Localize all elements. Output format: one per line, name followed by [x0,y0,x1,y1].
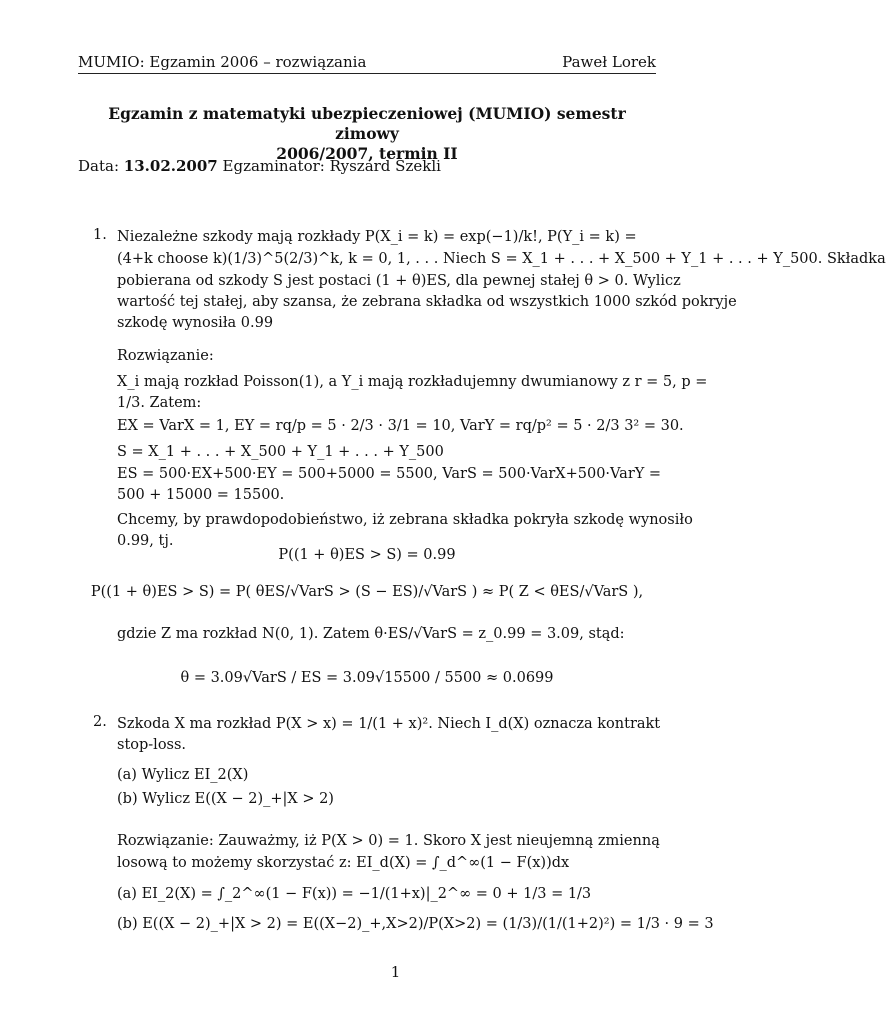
solution-2-line-1: Rozwiązanie: Zauważmy, iż P(X > 0) = 1. Skoro X jest nieujemną zmienną [117,833,660,849]
paper-title [78,104,656,164]
date-label: Data: [78,157,119,175]
solution-2-answer-b: (b) E((X − 2)_+|X > 2) = E((X−2)_+,X>2)/P(X>2) = (1/3)/(1/(1+2)²) = 1/3 · 9 = 3 [117,916,714,932]
problem-2-number: 2. [93,714,107,730]
problem-2-part-b: (b) Wylicz E((X − 2)_+|X > 2) [117,791,334,807]
problem-1-line-3: pobierana od szkody S jest postaci (1 + θ)ES, dla pewnej stałej θ > 0. Wylicz [117,273,681,289]
exam-date: 13.02.2007 [123,157,218,175]
solution-2-answer-a: (a) EI_2(X) = ∫_2^∞(1 − F(x)) = −1/(1+x)|_2^∞ = 0 + 1/3 = 1/3 [117,886,592,902]
problem-2-part-a: (a) Wylicz EI_2(X) [117,767,249,783]
solution-1-line-6: 500 + 15000 = 15500. [117,487,285,503]
problem-2-line-2: stop-loss. [117,737,187,753]
solution-1-line-2: 1/3. Zatem: [117,395,202,411]
header-left: MUMIO: Egzamin 2006 – rozwiązania [78,53,367,71]
examiner: Egzaminator: Ryszard Szekli [222,157,441,175]
running-header [78,53,656,73]
solution-1-line-3: EX = VarX = 1, EY = rq/p = 5 · 2/3 · 3/1 = 10, VarY = rq/p² = 5 · 2/3 3² = 30. [117,418,684,434]
problem-1-number: 1. [93,227,107,243]
header-right: Paweł Lorek [562,53,656,71]
title-line-1: Egzamin z matematyki ubezpieczeniowej (MUMIO) semestr zimowy [108,104,626,143]
solution-1-line-8: 0.99, tj. [117,533,174,549]
equation-1: P((1 + θ)ES > S) = 0.99 [278,547,456,563]
problem-1-line-1: Niezależne szkody mają rozkłady P(X_i = k) = exp(−1)/k!, P(Y_i = k) = [117,229,637,245]
header-rule [78,73,656,74]
solution-2-line-2: losową to możemy skorzystać z: EI_d(X) = ∫_d^∞(1 − F(x))dx [117,855,570,871]
solution-1-line-7: Chcemy, by prawdopodobieństwo, iż zebrana składka pokryła szkodę wynosiło [117,512,693,528]
exam-meta [78,157,441,175]
solution-label-1: Rozwiązanie: [117,348,214,364]
solution-1-line-5: ES = 500·EX+500·EY = 500+5000 = 5500, VarS = 500·VarX+500·VarY = [117,466,662,482]
page-number: 1 [390,963,401,981]
solution-1-line-4: S = X_1 + . . . + X_500 + Y_1 + . . . + Y_500 [117,444,444,460]
equation-2: P((1 + θ)ES > S) = P( θES/√VarS > (S − ES)/√VarS ) ≈ P( Z < θES/√VarS ), [90,584,644,600]
problem-1-line-4: wartość tej stałej, aby szansa, że zebrana składka od wszystkich 1000 szkód pokryje [117,294,737,310]
problem-1-line-5: szkodę wynosiła 0.99 [117,315,274,331]
title-line-2: 2006/2007, termin II [276,144,458,163]
solution-1-line-1: X_i mają rozkład Poisson(1), a Y_i mają rozkładujemny dwumianowy z r = 5, p = [117,374,708,390]
solution-1-line-9: gdzie Z ma rozkład N(0, 1). Zatem θ·ES/√VarS = z_0.99 = 3.09, stąd: [117,626,625,642]
equation-3: θ = 3.09√VarS / ES = 3.09√15500 / 5500 ≈ 0.0699 [180,670,554,686]
problem-1-line-2: (4+k choose k)(1/3)^5(2/3)^k, k = 0, 1, . . . Niech S = X_1 + . . . + X_500 + Y_1 + . . . + Y_500. Składka [117,251,886,267]
problem-2-line-1: Szkoda X ma rozkład P(X > x) = 1/(1 + x)². Niech I_d(X) oznacza kontrakt [117,716,661,732]
